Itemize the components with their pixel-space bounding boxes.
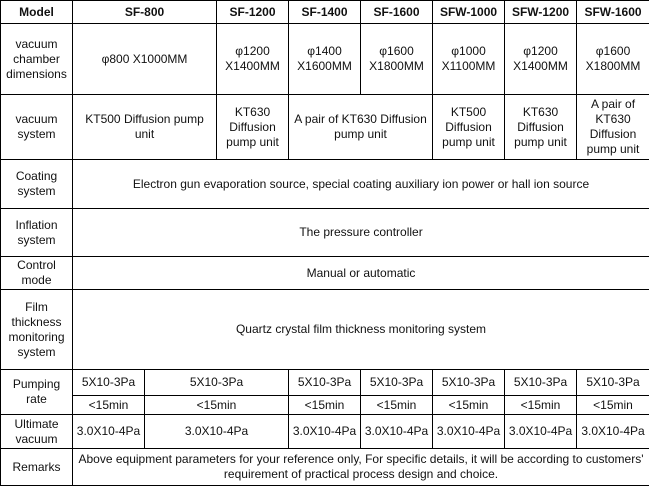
film-value: Quartz crystal film thickness monitoring system — [73, 290, 649, 370]
model-header-sfw1600: SFW-1600 — [577, 1, 649, 24]
model-header-sf1600: SF-1600 — [361, 1, 433, 24]
coating-label: Coating system — [1, 160, 73, 209]
pumping-time-sfw1200: <15min — [505, 396, 577, 415]
pumping-time-sf1400: <15min — [289, 396, 361, 415]
vacuum-system-sf1200: KT630 Diffusion pump unit — [217, 95, 289, 160]
inflation-value: The pressure controller — [73, 209, 649, 257]
vacuum-system-sfw1000: KT500 Diffusion pump unit — [433, 95, 505, 160]
chamber-value-sfw1200: φ1200 X1400MM — [505, 24, 577, 95]
vacuum-system-sf800: KT500 Diffusion pump unit — [73, 95, 217, 160]
chamber-row — [1, 24, 649, 95]
inflation-row — [1, 209, 649, 257]
control-label: Control mode — [1, 257, 73, 290]
chamber-label: vacuum chamber dimensions — [1, 24, 73, 95]
pumping-time-sf1200: <15min — [145, 396, 289, 415]
vacuum-system-sfw1200: KT630 Diffusion pump unit — [505, 95, 577, 160]
pumping-pressure-sfw1600: 5X10-3Pa — [577, 370, 649, 396]
pumping-label: Pumping rate — [1, 370, 73, 415]
remarks-value: Above equipment parameters for your reference only, For specific details, it will be according to customers' requirement of practical process design and choice. — [73, 449, 649, 486]
pumping-time-sf1600: <15min — [361, 396, 433, 415]
chamber-value-sfw1000: φ1000 X1100MM — [433, 24, 505, 95]
pumping-time-sf800: <15min — [73, 396, 145, 415]
film-row — [1, 290, 649, 370]
coating-value: Electron gun evaporation source, special coating auxiliary ion power or hall ion source — [73, 160, 649, 209]
chamber-value-sf1600: φ1600 X1800MM — [361, 24, 433, 95]
control-value: Manual or automatic — [73, 257, 649, 290]
pumping-pressure-sf1200: 5X10-3Pa — [145, 370, 289, 396]
pumping-pressure-sf800: 5X10-3Pa — [73, 370, 145, 396]
model-header-sf1400: SF-1400 — [289, 1, 361, 24]
model-header-sf800: SF-800 — [73, 1, 217, 24]
pumping-pressure-row — [1, 370, 649, 396]
pumping-time-sfw1000: <15min — [433, 396, 505, 415]
vacuum-system-row — [1, 95, 649, 160]
pumping-pressure-sfw1000: 5X10-3Pa — [433, 370, 505, 396]
control-row — [1, 257, 649, 290]
chamber-value-sfw1600: φ1600 X1800MM — [577, 24, 649, 95]
ultimate-sfw1600: 3.0X10-4Pa — [577, 415, 649, 449]
ultimate-row — [1, 415, 649, 449]
vacuum-system-sf1400-1600: A pair of KT630 Diffusion pump unit — [289, 95, 433, 160]
vacuum-system-sfw1600: A pair of KT630 Diffusion pump unit — [577, 95, 649, 160]
chamber-value-sf800: φ800 X1000MM — [73, 24, 217, 95]
remarks-row — [1, 449, 649, 486]
pumping-time-row — [1, 396, 649, 415]
pumping-pressure-sf1600: 5X10-3Pa — [361, 370, 433, 396]
pumping-pressure-sfw1200: 5X10-3Pa — [505, 370, 577, 396]
model-header-label: Model — [1, 1, 73, 24]
ultimate-sfw1200: 3.0X10-4Pa — [505, 415, 577, 449]
coating-row — [1, 160, 649, 209]
vacuum-system-label: vacuum system — [1, 95, 73, 160]
ultimate-sf1200: 3.0X10-4Pa — [145, 415, 289, 449]
inflation-label: Inflation system — [1, 209, 73, 257]
film-label: Film thickness monitoring system — [1, 290, 73, 370]
model-header-sf1200: SF-1200 — [217, 1, 289, 24]
model-header-sfw1000: SFW-1000 — [433, 1, 505, 24]
ultimate-label: Ultimate vacuum — [1, 415, 73, 449]
ultimate-sf800: 3.0X10-4Pa — [73, 415, 145, 449]
model-header-sfw1200: SFW-1200 — [505, 1, 577, 24]
ultimate-sf1600: 3.0X10-4Pa — [361, 415, 433, 449]
chamber-value-sf1200: φ1200 X1400MM — [217, 24, 289, 95]
pumping-time-sfw1600: <15min — [577, 396, 649, 415]
pumping-pressure-sf1400: 5X10-3Pa — [289, 370, 361, 396]
ultimate-sf1400: 3.0X10-4Pa — [289, 415, 361, 449]
ultimate-sfw1000: 3.0X10-4Pa — [433, 415, 505, 449]
header-row — [1, 1, 649, 24]
remarks-label: Remarks — [1, 449, 73, 486]
chamber-value-sf1400: φ1400 X1600MM — [289, 24, 361, 95]
